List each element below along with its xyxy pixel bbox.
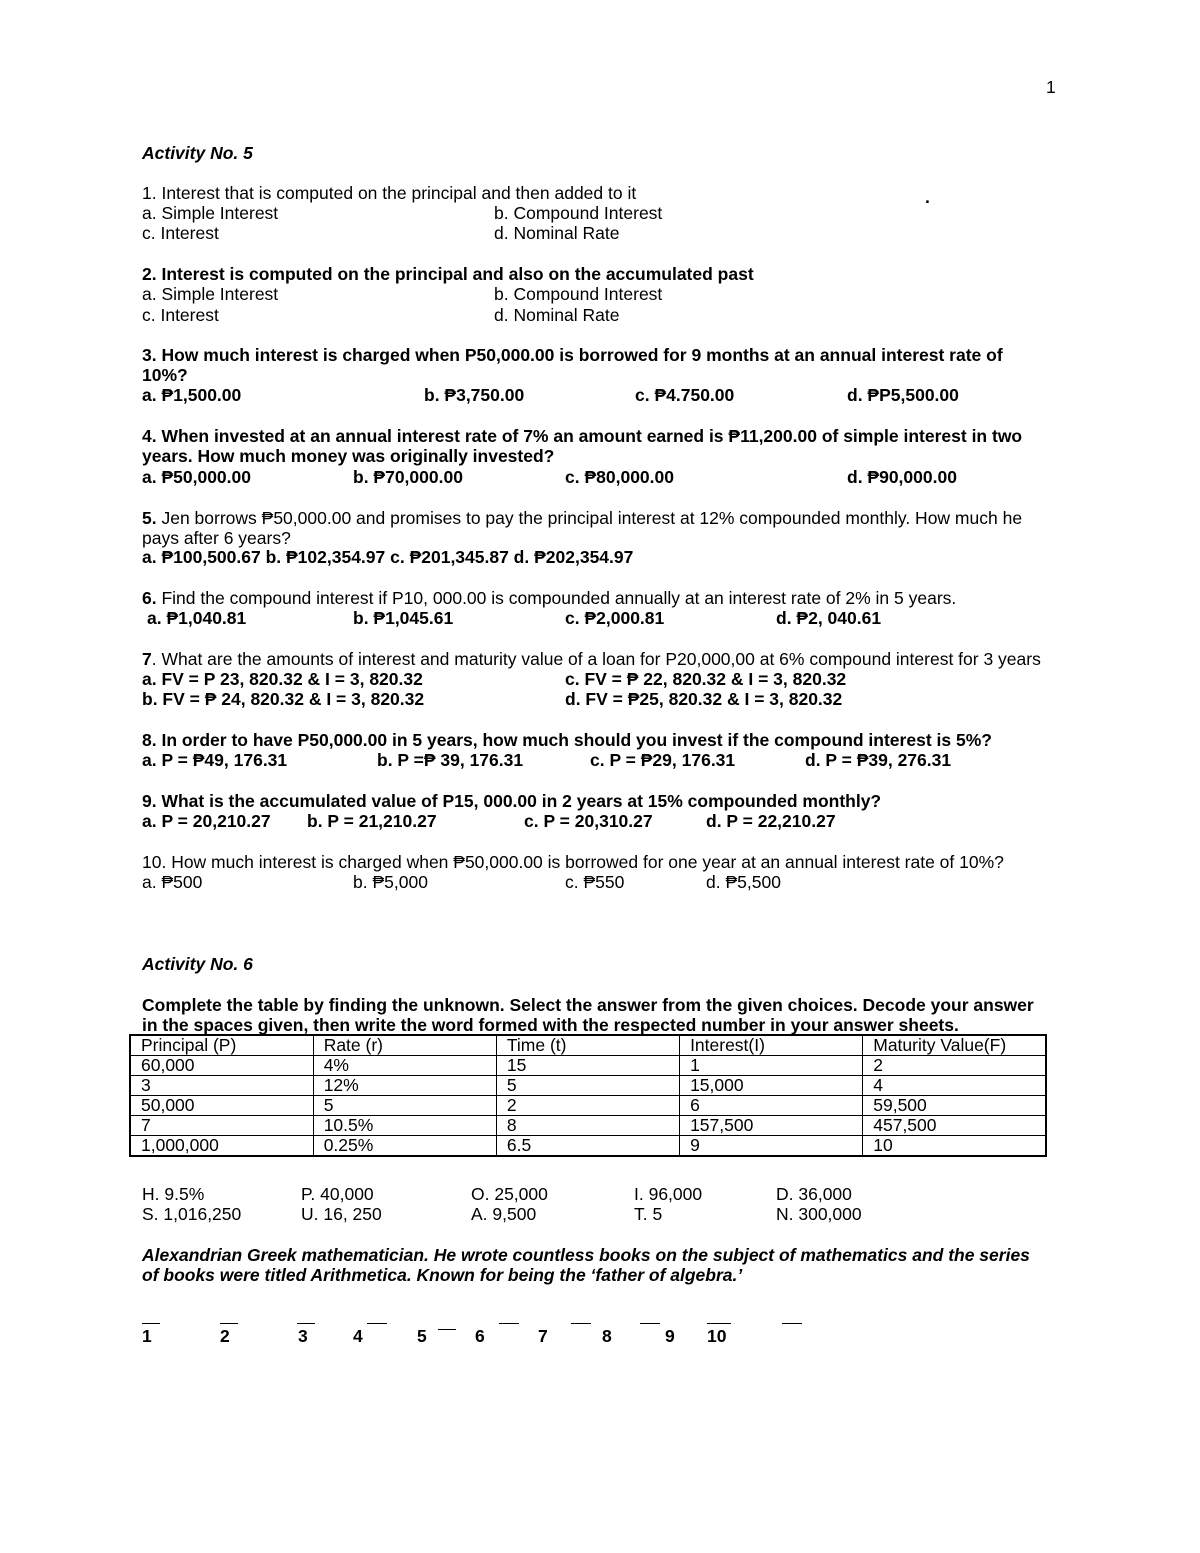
choice-i: I. 96,000 — [634, 1184, 703, 1204]
blank-number: 10 — [707, 1326, 727, 1346]
q5-choices: a. ₱100,500.67 b. ₱102,354.97 c. ₱201,345.87 d. ₱202,354.97 — [142, 547, 634, 567]
answer-blank-5[interactable] — [438, 1329, 456, 1330]
table-cell: 10 — [863, 1136, 1046, 1157]
choice-h: H. 9.5% — [142, 1184, 205, 1204]
choice-a: A. 9,500 — [471, 1204, 537, 1224]
blank-number: 7 — [538, 1326, 548, 1346]
q2-question: 2. Interest is computed on the principal and also on the accumulated past — [142, 264, 754, 284]
q9-question: 9. What is the accumulated value of P15, 000.00 in 2 years at 15% compounded monthly? — [142, 791, 882, 811]
choice-n: N. 300,000 — [776, 1204, 862, 1224]
q9-choice-d: d. P = 22,210.27 — [706, 811, 836, 831]
stray-mark: . — [925, 187, 930, 207]
table-cell: 6 — [680, 1096, 863, 1116]
table-cell: 9 — [680, 1136, 863, 1157]
q7-choice-a: a. FV = P 23, 820.32 & I = 3, 820.32 — [142, 669, 423, 689]
q6-choice-a: a. ₱1,040.81 — [147, 608, 247, 628]
q9-choice-b: b. P = 21,210.27 — [307, 811, 437, 831]
blank-number: 1 — [142, 1326, 152, 1346]
table-cell: 5 — [313, 1096, 496, 1116]
q4-question-line2: years. How much money was originally invested? — [142, 446, 555, 466]
choice-p: P. 40,000 — [301, 1184, 374, 1204]
q7-choice-c: c. FV = ₱ 22, 820.32 & I = 3, 820.32 — [565, 669, 847, 689]
table-cell: 4% — [313, 1056, 496, 1076]
table-cell: 60,000 — [130, 1056, 313, 1076]
q2-choice-a: a. Simple Interest — [142, 284, 279, 304]
blank-number: 5 — [417, 1326, 427, 1346]
table-cell: 3 — [130, 1076, 313, 1096]
q10-choice-a: a. ₱500 — [142, 872, 203, 892]
q1-choice-c: c. Interest — [142, 223, 219, 243]
table-cell: 0.25% — [313, 1136, 496, 1157]
decode-table — [129, 1034, 1047, 1157]
activity-6-instruction-line1: Complete the table by finding the unknown. Select the answer from the given choices. Decode your answer — [142, 995, 1034, 1015]
choice-s: S. 1,016,250 — [142, 1204, 242, 1224]
q7-choice-d: d. FV = ₱25, 820.32 & I = 3, 820.32 — [565, 689, 843, 709]
q1-question: 1. Interest that is computed on the principal and then added to it — [142, 183, 637, 203]
table-cell: 10.5% — [313, 1116, 496, 1136]
table-row — [130, 1116, 1046, 1136]
page-number: 1 — [1046, 77, 1056, 97]
q6-choice-c: c. ₱2,000.81 — [565, 608, 665, 628]
q2-choice-d: d. Nominal Rate — [494, 305, 620, 325]
q1-choice-b: b. Compound Interest — [494, 203, 663, 223]
q8-choice-c: c. P = ₱29, 176.31 — [590, 750, 736, 770]
q5-question-line2: pays after 6 years? — [142, 528, 291, 548]
answer-blank-4[interactable] — [367, 1323, 387, 1324]
answer-blank-3[interactable] — [297, 1323, 315, 1324]
answer-blank-10[interactable] — [782, 1323, 802, 1324]
table-cell: 2 — [496, 1096, 679, 1116]
table-cell: 50,000 — [130, 1096, 313, 1116]
q8-choice-a: a. P = ₱49, 176.31 — [142, 750, 288, 770]
table-cell: 8 — [496, 1116, 679, 1136]
blank-number: 8 — [602, 1326, 612, 1346]
table-row — [130, 1136, 1046, 1157]
table-cell: 4 — [863, 1076, 1046, 1096]
answer-blank-9[interactable] — [707, 1323, 731, 1324]
q5-number: 5. — [142, 508, 157, 528]
q9-choice-a: a. P = 20,210.27 — [142, 811, 271, 831]
q4-choice-c: c. ₱80,000.00 — [565, 467, 674, 487]
answer-blank-8[interactable] — [640, 1323, 660, 1324]
q4-question-line1: 4. When invested at an annual interest rate of 7% an amount earned is ₱11,200.00 of simple interest in two — [142, 426, 1023, 446]
table-cell: 6.5 — [496, 1136, 679, 1157]
q2-choice-c: c. Interest — [142, 305, 219, 325]
table-row — [130, 1056, 1046, 1076]
q10-choice-b: b. ₱5,000 — [353, 872, 428, 892]
activity-5-title: Activity No. 5 — [142, 143, 253, 163]
choice-u: U. 16, 250 — [301, 1204, 382, 1224]
blank-number: 3 — [298, 1326, 308, 1346]
q3-choice-d: d. ₱P5,500.00 — [847, 385, 959, 405]
q7-question-text: . What are the amounts of interest and maturity value of a loan for P20,000,00 at 6% compound interest for 3 years — [151, 649, 1041, 669]
q6-question-text: Find the compound interest if P10, 000.00 is compounded annually at an interest rate of 2% in 5 years. — [156, 588, 957, 608]
activity-6-instruction-line2: in the spaces given, then write the word formed with the respected number in your answer sheets. — [142, 1015, 959, 1035]
table-header-cell: Interest(I) — [680, 1035, 863, 1056]
table-header-cell: Principal (P) — [130, 1035, 313, 1056]
q8-question: 8. In order to have P50,000.00 in 5 years, how much should you invest if the compound interest is 5%? — [142, 730, 992, 750]
q3-choice-b: b. ₱3,750.00 — [424, 385, 525, 405]
table-cell: 5 — [496, 1076, 679, 1096]
choice-o: O. 25,000 — [471, 1184, 548, 1204]
q3-question-line2: 10%? — [142, 365, 188, 385]
table-cell: 1,000,000 — [130, 1136, 313, 1157]
q5-question-text: Jen borrows ₱50,000.00 and promises to pay the principal interest at 12% compounded monthly. How much he — [156, 508, 1023, 528]
table-cell: 15 — [496, 1056, 679, 1076]
q10-question: 10. How much interest is charged when ₱50,000.00 is borrowed for one year at an annual interest rate of 10%? — [142, 852, 1004, 872]
q9-choice-c: c. P = 20,310.27 — [524, 811, 653, 831]
choice-d: D. 36,000 — [776, 1184, 852, 1204]
answer-blank-2[interactable] — [220, 1323, 238, 1324]
q8-choice-b: b. P =₱ 39, 176.31 — [377, 750, 524, 770]
q3-question-line1: 3. How much interest is charged when P50,000.00 is borrowed for 9 months at an annual interest rate of — [142, 345, 1003, 365]
q4-choice-b: b. ₱70,000.00 — [353, 467, 463, 487]
q3-choice-c: c. ₱4.750.00 — [635, 385, 735, 405]
q4-choice-d: d. ₱90,000.00 — [847, 467, 957, 487]
choice-t: T. 5 — [634, 1204, 663, 1224]
q1-choice-d: d. Nominal Rate — [494, 223, 620, 243]
table-cell: 157,500 — [680, 1116, 863, 1136]
answer-blank-6[interactable] — [499, 1323, 519, 1324]
table-cell: 457,500 — [863, 1116, 1046, 1136]
q7-question-line1 — [142, 649, 1041, 669]
table-header-cell: Maturity Value(F) — [863, 1035, 1046, 1056]
table-cell: 1 — [680, 1056, 863, 1076]
table-header-cell: Rate (r) — [313, 1035, 496, 1056]
table-row — [130, 1096, 1046, 1116]
answer-blank-7[interactable] — [571, 1323, 591, 1324]
table-row — [130, 1076, 1046, 1096]
table-cell: 12% — [313, 1076, 496, 1096]
q7-choice-b: b. FV = ₱ 24, 820.32 & I = 3, 820.32 — [142, 689, 425, 709]
q6-number: 6. — [142, 588, 157, 608]
q6-choice-b: b. ₱1,045.61 — [353, 608, 454, 628]
q4-choice-a: a. ₱50,000.00 — [142, 467, 251, 487]
q10-choice-c: c. ₱550 — [565, 872, 625, 892]
q6-question-line1 — [142, 588, 956, 608]
blank-number: 9 — [665, 1326, 675, 1346]
answer-blank-1[interactable] — [142, 1323, 160, 1324]
table-cell: 59,500 — [863, 1096, 1046, 1116]
blank-number: 2 — [220, 1326, 230, 1346]
table-cell: 15,000 — [680, 1076, 863, 1096]
clue-line2: of books were titled Arithmetica. Known for being the ‘father of algebra.’ — [142, 1265, 743, 1285]
q7-number: 7 — [142, 649, 152, 669]
table-header-cell: Time (t) — [496, 1035, 679, 1056]
clue-line1: Alexandrian Greek mathematician. He wrote countless books on the subject of mathematics and the series — [142, 1245, 1030, 1265]
blank-number: 6 — [475, 1326, 485, 1346]
table-header-row — [130, 1035, 1046, 1056]
table-cell: 2 — [863, 1056, 1046, 1076]
q8-choice-d: d. P = ₱39, 276.31 — [805, 750, 952, 770]
q1-choice-a: a. Simple Interest — [142, 203, 279, 223]
q3-choice-a: a. ₱1,500.00 — [142, 385, 242, 405]
table-cell: 7 — [130, 1116, 313, 1136]
blank-number: 4 — [353, 1326, 363, 1346]
q5-question-line1 — [142, 508, 1022, 528]
q2-choice-b: b. Compound Interest — [494, 284, 663, 304]
q6-choice-d: d. ₱2, 040.61 — [776, 608, 882, 628]
q10-choice-d: d. ₱5,500 — [706, 872, 781, 892]
activity-6-title: Activity No. 6 — [142, 954, 253, 974]
